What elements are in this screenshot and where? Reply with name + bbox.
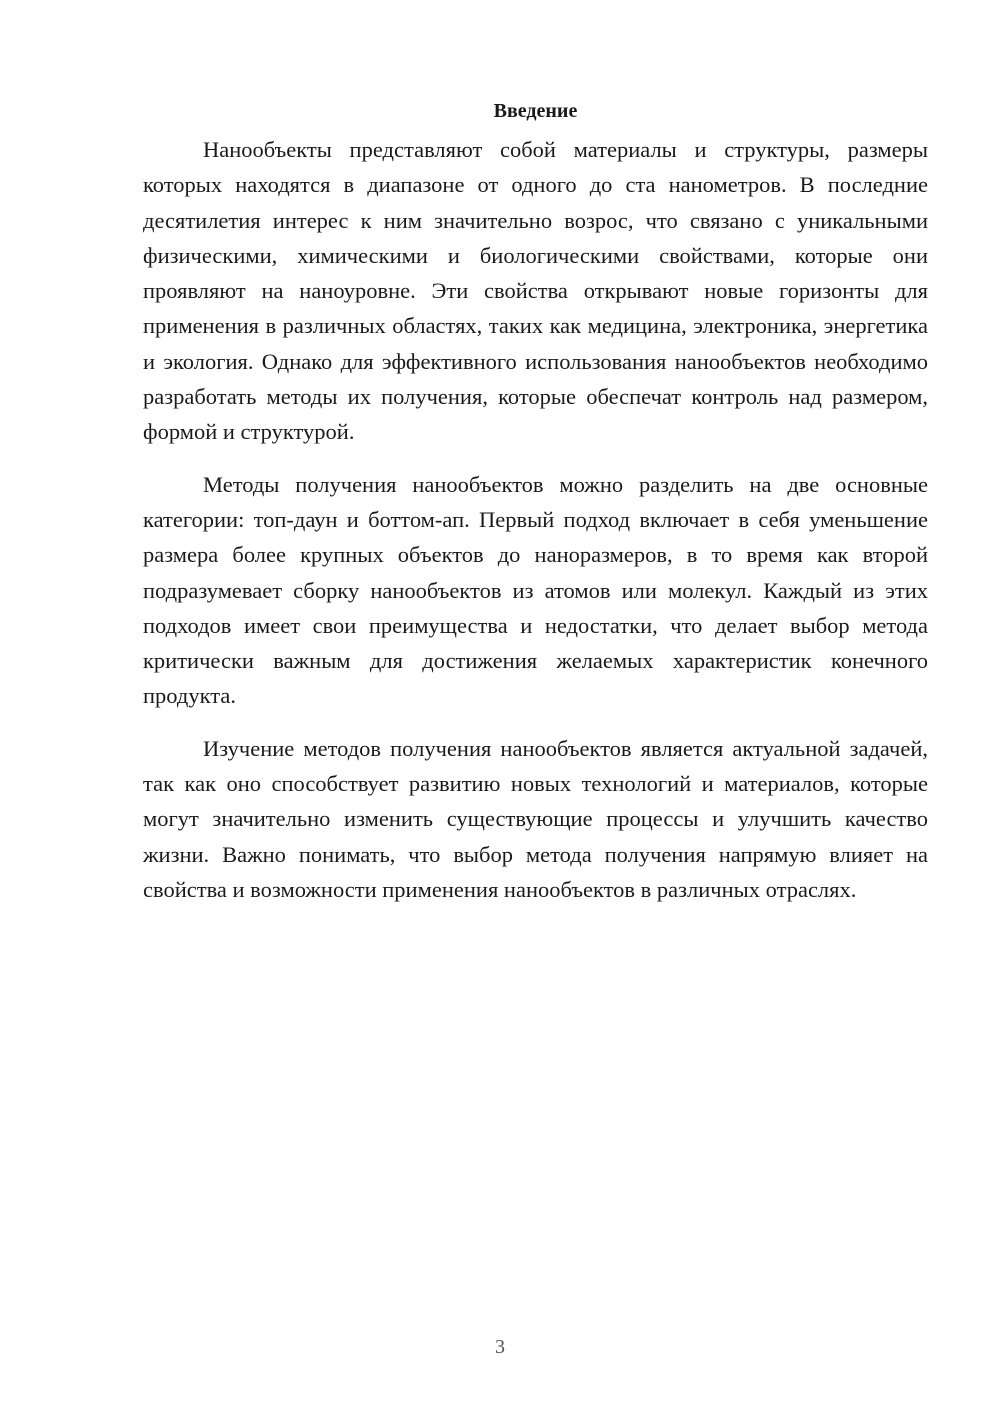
paragraph-methods: Методы получения нанообъектов можно разделить на две основные категории: топ-даун и боттом-ап. Первый подход включает в себя уменьшение размера более крупных объектов до наноразмеров, в то время как второй подразумевает сборку нанообъектов из атомов или молекул. Каждый из этих подходов имеет свои преимущества и недостатки, что делает выбор метода критически важным для достижения желаемых характеристик конечного продукта. xyxy=(143,471,928,709)
section-heading: Введение xyxy=(493,100,578,122)
page-number: 3 xyxy=(495,1336,505,1358)
paragraph-intro: Нанообъекты представляют собой материалы и структуры, размеры которых находятся в диапазоне от одного до ста нанометров. В последние десятилетия интерес к ним значительно возрос, что связано с уникальными физическими, химическими и биологическими свойствами, которые они проявляют на наноуровне. Эти свойства открывают новые горизонты для применения в различных областях, таких как медицина, электроника, энергетика и экология. Однако для эффективного использования нанообъектов необходимо разработать методы их получения, которые обеспечат контроль над размером, формой и структурой. xyxy=(143,137,928,445)
page-content xyxy=(143,96,928,924)
paragraph-relevance: Изучение методов получения нанообъектов является актуальной задачей, так как оно способствует развитию новых технологий и материалов, которые могут значительно изменить существующие процессы и улучшить качество жизни. Важно понимать, что выбор метода получения напрямую влияет на свойства и возможности применения нанообъектов в различных отраслях. xyxy=(143,735,928,902)
